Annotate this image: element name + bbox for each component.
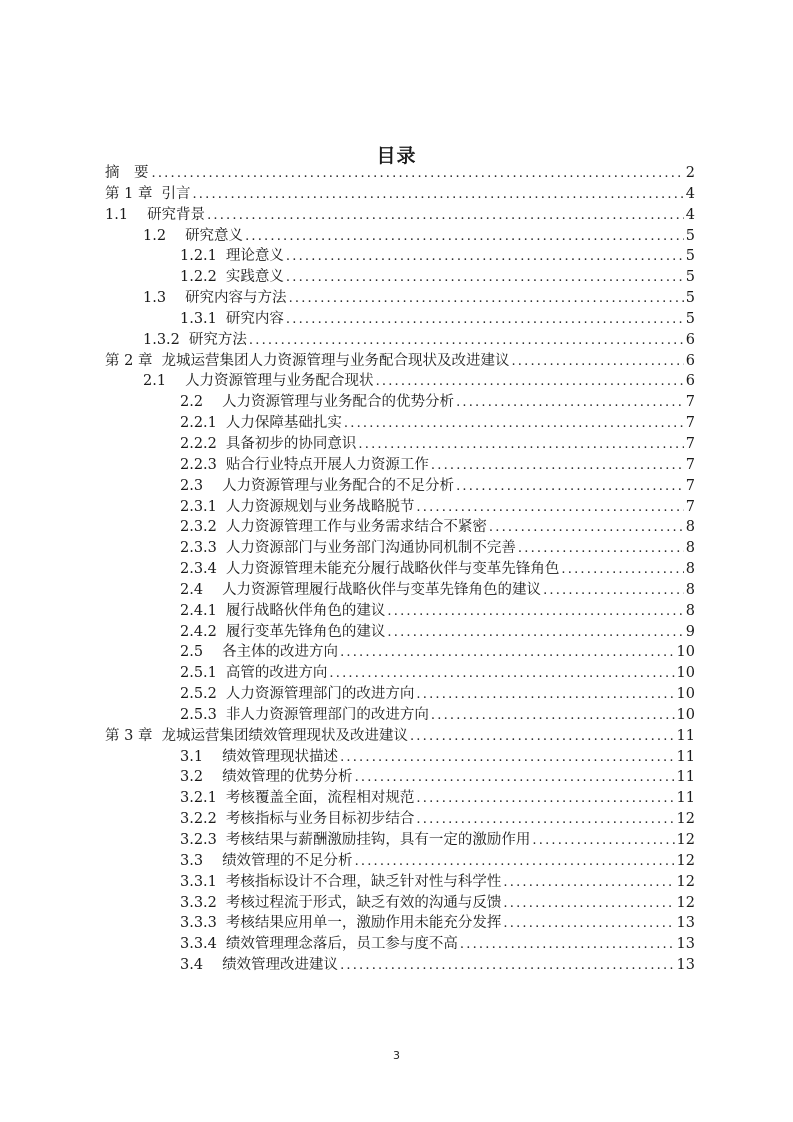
toc-entry-number: 2.5 xyxy=(180,644,204,661)
toc-entry-page: 9 xyxy=(685,623,695,640)
toc-entry-number: 2.1 xyxy=(143,373,167,390)
toc-entry[interactable] xyxy=(105,830,695,851)
toc-leader-dots xyxy=(543,581,684,602)
toc-entry[interactable] xyxy=(105,684,695,705)
toc-entry[interactable] xyxy=(105,309,695,330)
toc-leader-dots xyxy=(431,706,675,727)
toc-leader-dots xyxy=(456,393,684,414)
toc-entry-page: 7 xyxy=(685,477,695,494)
toc-entry[interactable] xyxy=(105,413,695,434)
toc-entry-title: 人力资源管理履行战略伙伴与变革先锋角色的建议 xyxy=(222,581,542,598)
toc-entry-page: 6 xyxy=(685,352,695,369)
toc-entry-title: 履行战略伙伴角色的建议 xyxy=(225,602,386,619)
toc-entry-label xyxy=(105,184,190,205)
toc-entry-title: 研究内容与方法 xyxy=(185,290,287,307)
toc-entry-label xyxy=(180,872,501,893)
toc-entry-label xyxy=(180,955,338,976)
toc-entry-page: 7 xyxy=(685,394,695,411)
toc-entry-label xyxy=(180,788,414,809)
toc-leader-dots xyxy=(387,623,683,644)
toc-entry[interactable] xyxy=(105,434,695,455)
toc-entry-page: 13 xyxy=(676,936,695,953)
toc-leader-dots xyxy=(416,789,674,810)
toc-entry-page: 7 xyxy=(685,498,695,515)
toc-leader-dots xyxy=(192,185,683,206)
toc-entry-title: 人力资源管理与业务配合现状 xyxy=(185,373,374,390)
toc-entry-label xyxy=(180,622,385,643)
table-of-contents xyxy=(105,163,695,976)
toc-entry-page: 11 xyxy=(676,790,695,807)
toc-leader-dots xyxy=(355,852,675,873)
toc-entry[interactable] xyxy=(105,455,695,476)
toc-entry-title: 人力保障基础扎实 xyxy=(225,415,342,432)
toc-entry[interactable] xyxy=(105,184,695,205)
toc-entry-label xyxy=(180,413,342,434)
toc-leader-dots xyxy=(376,372,684,393)
toc-entry-label xyxy=(180,538,516,559)
toc-leader-dots xyxy=(431,456,684,477)
toc-leader-dots xyxy=(489,518,684,539)
toc-entry-title: 研究意义 xyxy=(185,227,244,244)
toc-entry-label xyxy=(105,205,205,226)
toc-leader-dots xyxy=(503,894,674,915)
toc-entry-label xyxy=(180,663,327,684)
toc-leader-dots xyxy=(286,247,684,268)
toc-entry-number: 1.2.1 xyxy=(180,248,217,265)
toc-leader-dots xyxy=(561,560,683,581)
toc-title: 目录 xyxy=(376,145,417,167)
toc-entry-page: 11 xyxy=(676,748,695,765)
toc-entry-number: 3.2.1 xyxy=(180,790,217,807)
toc-entry-title: 绩效管理改进建议 xyxy=(222,957,339,974)
toc-entry-title: 人力资源规划与业务战略脱节 xyxy=(225,498,415,515)
toc-entry-number: 摘 要 xyxy=(105,165,149,181)
toc-entry-page: 11 xyxy=(676,769,695,786)
toc-leader-dots xyxy=(456,477,684,498)
toc-leader-dots xyxy=(286,268,684,289)
toc-entry[interactable] xyxy=(105,517,695,538)
toc-entry[interactable] xyxy=(105,205,695,226)
toc-leader-dots xyxy=(511,352,683,373)
toc-entry-number: 1.3.2 xyxy=(143,331,180,348)
toc-entry-label xyxy=(180,601,385,622)
toc-entry-title: 非人力资源管理部门的改进方向 xyxy=(225,706,429,723)
toc-entry-number: 3.4 xyxy=(180,957,204,974)
toc-entry-title: 考核过程流于形式，缺乏有效的沟通与反馈 xyxy=(225,894,502,911)
toc-entry-page: 12 xyxy=(676,832,695,848)
toc-leader-dots xyxy=(245,227,684,248)
toc-entry-page: 8 xyxy=(685,581,695,598)
toc-entry-page: 7 xyxy=(685,456,695,473)
toc-entry-page: 8 xyxy=(685,519,695,536)
toc-entry-number: 3.2.3 xyxy=(180,832,217,848)
toc-entry-title: 研究方法 xyxy=(188,331,247,348)
toc-entry-title: 研究背景 xyxy=(147,206,206,223)
toc-leader-dots xyxy=(289,289,684,310)
toc-entry-label xyxy=(180,392,454,413)
toc-entry[interactable] xyxy=(105,705,695,726)
toc-entry[interactable] xyxy=(105,913,695,934)
toc-entry[interactable] xyxy=(105,497,695,518)
toc-leader-dots xyxy=(207,206,684,227)
toc-entry-label xyxy=(180,934,458,955)
toc-entry-title: 考核结果与薪酬激励挂钩，具有一定的激励作用 xyxy=(225,832,531,848)
toc-entry[interactable] xyxy=(105,559,695,580)
toc-leader-dots xyxy=(532,831,674,852)
toc-entry-title: 人力资源管理工作与业务需求结合不紧密 xyxy=(225,519,487,536)
toc-entry-page: 6 xyxy=(685,373,695,390)
toc-entry-title: 理论意义 xyxy=(225,248,284,265)
toc-entry-number: 2.2.1 xyxy=(180,415,217,432)
toc-entry-label xyxy=(180,851,353,872)
toc-entry[interactable] xyxy=(105,851,695,872)
toc-leader-dots xyxy=(518,539,684,560)
toc-entry-page: 8 xyxy=(685,561,695,578)
toc-entry-number: 2.4 xyxy=(180,581,204,598)
toc-entry-label xyxy=(180,517,487,538)
toc-entry-page: 10 xyxy=(676,644,695,661)
toc-entry[interactable] xyxy=(105,226,695,247)
toc-entry-title: 研究内容 xyxy=(225,310,284,327)
toc-entry[interactable] xyxy=(105,601,695,622)
toc-entry-number: 2.2 xyxy=(180,394,204,411)
toc-entry-label xyxy=(180,705,429,726)
toc-entry-title: 绩效管理的不足分析 xyxy=(222,852,353,869)
toc-entry-title: 各主体的改进方向 xyxy=(222,644,339,661)
toc-entry-label xyxy=(143,288,287,309)
toc-entry-number: 1.2.2 xyxy=(180,269,217,286)
toc-entry-label xyxy=(180,246,284,267)
toc-entry-page: 12 xyxy=(676,811,695,828)
toc-entry[interactable] xyxy=(105,476,695,497)
toc-leader-dots xyxy=(416,685,674,706)
toc-entry-number: 1.3.1 xyxy=(180,310,217,327)
toc-leader-dots xyxy=(387,602,683,623)
toc-entry-number: 2.3 xyxy=(180,477,204,494)
toc-entry-title: 引言 xyxy=(161,185,191,202)
toc-entry-page: 5 xyxy=(685,227,695,244)
toc-entry[interactable] xyxy=(105,893,695,914)
toc-leader-dots xyxy=(344,414,684,435)
toc-leader-dots xyxy=(358,435,683,456)
toc-entry-number: 3.2.2 xyxy=(180,811,217,828)
toc-entry[interactable] xyxy=(105,642,695,663)
toc-entry-label xyxy=(180,309,284,330)
toc-entry-label xyxy=(180,580,541,601)
toc-entry[interactable] xyxy=(105,538,695,559)
toc-entry-number: 1.2 xyxy=(143,227,167,244)
toc-entry-title: 人力资源部门与业务部门沟通协同机制不完善 xyxy=(225,540,516,557)
toc-entry-label xyxy=(180,267,284,288)
toc-entry-number: 2.5.1 xyxy=(180,665,217,682)
toc-entry-number: 1.1 xyxy=(105,206,129,223)
toc-entry-number: 第 3 章 xyxy=(105,727,153,744)
toc-leader-dots xyxy=(460,935,675,956)
toc-entry-title: 考核覆盖全面，流程相对规范 xyxy=(225,790,415,807)
toc-entry-title: 高管的改进方向 xyxy=(225,665,328,682)
toc-entry-page: 12 xyxy=(676,873,695,890)
toc-entry-title: 人力资源管理部门的改进方向 xyxy=(225,686,415,703)
toc-entry-title: 绩效管理理念落后，员工参与度不高 xyxy=(225,936,458,953)
toc-entry-number: 第 2 章 xyxy=(105,352,153,369)
toc-entry-number: 2.5.3 xyxy=(180,706,217,723)
toc-entry-title: 贴合行业特点开展人力资源工作 xyxy=(225,456,429,473)
toc-entry-number: 2.3.4 xyxy=(180,561,217,578)
toc-entry-label xyxy=(180,809,414,830)
toc-entry-page: 7 xyxy=(685,435,695,452)
toc-entry-title: 考核指标与业务目标初步结合 xyxy=(225,811,415,828)
page-number: 3 xyxy=(393,1049,400,1062)
toc-entry[interactable] xyxy=(105,767,695,788)
toc-entry-number: 3.1 xyxy=(180,748,204,765)
toc-entry-label xyxy=(180,830,530,851)
toc-entry-page: 11 xyxy=(676,727,695,744)
toc-entry[interactable] xyxy=(105,288,695,309)
toc-entry-label xyxy=(105,726,408,747)
toc-entry-title: 绩效管理的优势分析 xyxy=(222,769,353,786)
toc-entry-title: 履行变革先锋角色的建议 xyxy=(225,623,386,640)
toc-entry[interactable] xyxy=(105,392,695,413)
toc-entry-label xyxy=(180,642,338,663)
toc-entry-title: 人力资源管理与业务配合的优势分析 xyxy=(222,394,455,411)
toc-entry-page: 13 xyxy=(676,957,695,974)
toc-entry-number: 第 1 章 xyxy=(105,185,153,202)
toc-entry-page: 4 xyxy=(685,185,695,202)
toc-entry-page: 10 xyxy=(676,665,695,682)
toc-entry-label xyxy=(180,684,414,705)
toc-entry-page: 8 xyxy=(685,540,695,557)
toc-entry[interactable] xyxy=(105,580,695,601)
toc-entry-label xyxy=(143,330,247,351)
toc-entry-title: 人力资源管理未能充分履行战略伙伴与变革先锋角色 xyxy=(225,561,560,578)
toc-entry-title: 考核指标设计不合理，缺乏针对性与科学性 xyxy=(225,873,502,890)
toc-entry[interactable] xyxy=(105,371,695,392)
toc-entry-label xyxy=(180,497,414,518)
toc-entry-number: 2.4.1 xyxy=(180,602,217,619)
toc-entry-page: 4 xyxy=(685,206,695,223)
toc-entry[interactable] xyxy=(105,872,695,893)
toc-entry-page: 2 xyxy=(685,165,695,181)
toc-entry-label xyxy=(105,351,509,372)
toc-entry-label xyxy=(180,747,338,768)
toc-entry-page: 12 xyxy=(676,894,695,911)
toc-entry-label xyxy=(180,559,559,580)
toc-leader-dots xyxy=(152,164,684,185)
toc-entry-title: 人力资源管理与业务配合的不足分析 xyxy=(222,477,455,494)
toc-entry[interactable] xyxy=(105,622,695,643)
toc-entry[interactable] xyxy=(105,955,695,976)
toc-entry-label xyxy=(180,476,454,497)
toc-entry-number: 2.4.2 xyxy=(180,623,217,640)
toc-entry-number: 3.3.1 xyxy=(180,873,217,890)
toc-entry-label xyxy=(180,767,353,788)
toc-entry[interactable] xyxy=(105,351,695,372)
toc-leader-dots xyxy=(503,873,674,894)
toc-leader-dots xyxy=(340,643,674,664)
toc-leader-dots xyxy=(329,664,674,685)
toc-entry[interactable] xyxy=(105,726,695,747)
toc-entry-label xyxy=(143,371,374,392)
toc-entry-label xyxy=(180,455,429,476)
toc-entry-page: 10 xyxy=(676,706,695,723)
toc-leader-dots xyxy=(503,914,674,935)
toc-entry-title: 实践意义 xyxy=(225,269,284,286)
toc-entry[interactable] xyxy=(105,747,695,768)
toc-entry[interactable] xyxy=(105,663,695,684)
toc-entry-page: 10 xyxy=(676,686,695,703)
toc-entry-number: 1.3 xyxy=(143,290,167,307)
toc-entry-label xyxy=(105,163,150,184)
toc-entry-number: 2.5.2 xyxy=(180,686,217,703)
toc-entry-title: 具备初步的协同意识 xyxy=(225,435,357,452)
toc-entry[interactable] xyxy=(105,330,695,351)
toc-entry-title: 龙城运营集团绩效管理现状及改进建议 xyxy=(161,727,408,744)
toc-entry-label xyxy=(180,913,501,934)
toc-leader-dots xyxy=(286,310,684,331)
toc-entry-number: 3.3.4 xyxy=(180,936,217,953)
toc-leader-dots xyxy=(410,727,675,748)
toc-leader-dots xyxy=(416,810,674,831)
toc-entry[interactable] xyxy=(105,809,695,830)
toc-entry[interactable] xyxy=(105,934,695,955)
toc-entry[interactable] xyxy=(105,788,695,809)
toc-entry-page: 5 xyxy=(685,290,695,307)
toc-entry-page: 13 xyxy=(676,915,695,932)
toc-entry-page: 7 xyxy=(685,415,695,432)
toc-entry-title: 绩效管理现状描述 xyxy=(222,748,339,765)
toc-entry-number: 2.3.1 xyxy=(180,498,217,515)
toc-entry-page: 8 xyxy=(685,602,695,619)
toc-entry-number: 2.3.2 xyxy=(180,519,217,536)
toc-entry-number: 3.3.2 xyxy=(180,894,217,911)
toc-entry-title: 考核结果应用单一，激励作用未能充分发挥 xyxy=(225,915,502,932)
toc-entry-number: 2.2.3 xyxy=(180,456,217,473)
toc-entry-title: 龙城运营集团人力资源管理与业务配合现状及改进建议 xyxy=(161,352,510,369)
toc-entry-number: 2.3.3 xyxy=(180,540,217,557)
toc-entry-number: 3.3 xyxy=(180,852,204,869)
toc-entry-number: 3.3.3 xyxy=(180,915,217,932)
toc-entry-label xyxy=(180,434,356,455)
toc-entry-page: 12 xyxy=(676,852,695,869)
toc-entry-number: 3.2 xyxy=(180,769,204,786)
toc-entry[interactable] xyxy=(105,246,695,267)
toc-entry-label xyxy=(143,226,243,247)
toc-entry[interactable] xyxy=(105,163,695,184)
toc-leader-dots xyxy=(249,331,684,352)
toc-entry-label xyxy=(180,893,501,914)
toc-leader-dots xyxy=(340,956,674,977)
toc-entry-page: 6 xyxy=(685,331,695,348)
toc-entry[interactable] xyxy=(105,267,695,288)
toc-entry-page: 5 xyxy=(685,269,695,286)
toc-entry-page: 5 xyxy=(685,310,695,327)
toc-leader-dots xyxy=(340,748,674,769)
toc-entry-number: 2.2.2 xyxy=(180,435,217,452)
toc-leader-dots xyxy=(416,498,683,519)
toc-leader-dots xyxy=(355,768,675,789)
toc-entry-page: 5 xyxy=(685,248,695,265)
